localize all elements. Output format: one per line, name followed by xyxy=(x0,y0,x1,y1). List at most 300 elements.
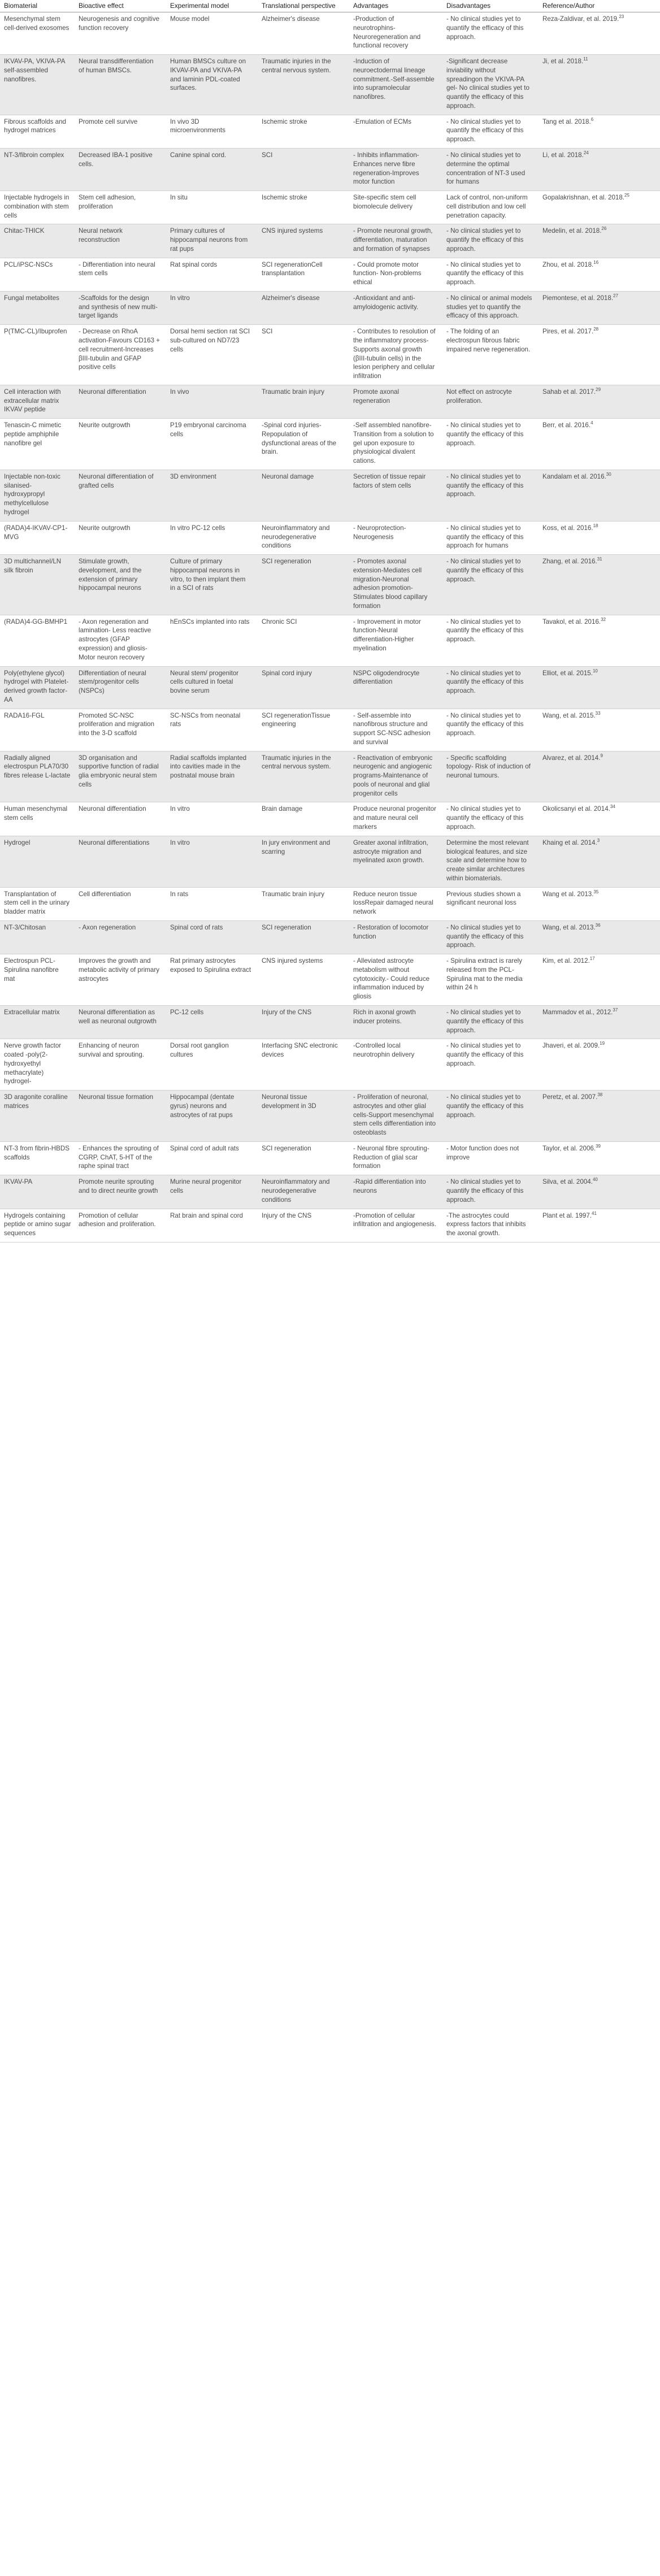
cell-advantages: -Rapid differentiation into neurons xyxy=(349,1175,442,1209)
cell-reference xyxy=(539,954,660,1006)
cell-advantages: Reduce neuron tissue lossRepair damaged neural network xyxy=(349,887,442,920)
header-bioactive-effect: Bioactive effect xyxy=(75,0,166,12)
cell-disadvantages: - Specific scaffolding topology- Risk of induction of neuronal tumours. xyxy=(442,751,539,802)
reference-text: Wang et al. 2013. xyxy=(542,890,594,898)
cell-disadvantages: - No clinical studies yet to quantify the efficacy of this approach. xyxy=(442,470,539,521)
cell-advantages: -Induction of neuroectodermal lineage commitment.-Self-assemble into supramolecular nanofibres. xyxy=(349,55,442,115)
reference-number[interactable]: 4 xyxy=(590,420,593,426)
cell-reference xyxy=(539,615,660,666)
cell-advantages: -Controlled local neurotrophin delivery xyxy=(349,1039,442,1091)
cell-disadvantages: - No clinical studies yet to quantify the efficacy of this approach. xyxy=(442,555,539,615)
cell-biomaterial: Radially aligned electrospun PLA70/30 fibres release L-lactate xyxy=(0,751,75,802)
cell-bioactive-effect: - Axon regeneration and lamination- Less reactive astrocytes (GFAP expression) and gliosis- Motor neuron recovery xyxy=(75,615,166,666)
cell-biomaterial: Cell interaction with extracellular matrix IKVAV peptide xyxy=(0,385,75,418)
cell-biomaterial: Mesenchymal stem cell-derived exosomes xyxy=(0,12,75,55)
cell-reference xyxy=(539,666,660,709)
reference-number[interactable]: 6 xyxy=(590,116,594,122)
cell-biomaterial: Human mesenchymal stem cells xyxy=(0,802,75,836)
cell-experimental-model: Primary cultures of hippocampal neurons from rat pups xyxy=(166,224,258,258)
cell-reference xyxy=(539,291,660,324)
cell-disadvantages: - No clinical studies yet to quantify the efficacy of this approach. xyxy=(442,1039,539,1091)
cell-bioactive-effect: - Decrease on RhoA activation-Favours CD163 + cell recruitment-Increases βIII-tubulin and GFAP positive cells xyxy=(75,325,166,385)
cell-experimental-model: Human BMSCs culture on IKVAV-PA and VKIVA-PA and laminin PDL-coated surfaces. xyxy=(166,55,258,115)
cell-experimental-model: Mouse model xyxy=(166,12,258,55)
cell-translational-perspective: Spinal cord injury xyxy=(258,666,349,709)
cell-biomaterial: Extracellular matrix xyxy=(0,1006,75,1039)
cell-experimental-model: Hippocampal (dentate gyrus) neurons and astrocytes of rat pups xyxy=(166,1091,258,1142)
reference-number[interactable]: 37 xyxy=(613,1007,618,1013)
cell-bioactive-effect: Neuronal differentiation xyxy=(75,802,166,836)
reference-text: Zhou, et al. 2018. xyxy=(542,260,594,268)
biomaterials-table xyxy=(0,0,660,1243)
reference-text: Piemontese, et al. 2018. xyxy=(542,294,614,302)
table-row xyxy=(0,148,660,190)
cell-biomaterial: Hydrogel xyxy=(0,836,75,887)
header-translational-perspective: Translational perspective xyxy=(258,0,349,12)
table-row xyxy=(0,555,660,615)
cell-experimental-model: Radial scaffolds implanted into cavities made in the postnatal mouse brain xyxy=(166,751,258,802)
table-row xyxy=(0,258,660,291)
cell-disadvantages: - The folding of an electrospun fibrous fabric impaired nerve regeneration. xyxy=(442,325,539,385)
cell-advantages: Promote axonal regeneration xyxy=(349,385,442,418)
reference-number[interactable]: 34 xyxy=(610,804,615,810)
reference-number[interactable]: 27 xyxy=(613,293,618,299)
cell-disadvantages: Not effect on astrocyte proliferation. xyxy=(442,385,539,418)
cell-disadvantages: - No clinical studies yet to quantify the efficacy of this approach. xyxy=(442,224,539,258)
cell-translational-perspective: Injury of the CNS xyxy=(258,1006,349,1039)
table-row xyxy=(0,55,660,115)
table-row xyxy=(0,224,660,258)
cell-experimental-model: Neural stem/ progenitor cells cultured in foetal bovine serum xyxy=(166,666,258,709)
table-row xyxy=(0,709,660,751)
cell-disadvantages: Lack of control, non-uniform cell distribution and low cell penetration capacity. xyxy=(442,191,539,224)
cell-translational-perspective: Brain damage xyxy=(258,802,349,836)
reference-text: Wang, et al. 2013. xyxy=(542,923,596,931)
cell-disadvantages: - No clinical studies yet to quantify the efficacy of this approach. xyxy=(442,1091,539,1142)
reference-number[interactable]: 19 xyxy=(600,1041,605,1046)
header-disadvantages: Disadvantages xyxy=(442,0,539,12)
cell-reference xyxy=(539,1091,660,1142)
cell-translational-perspective: CNS injured systems xyxy=(258,954,349,1006)
cell-disadvantages: - No clinical studies yet to quantify the efficacy of this approach. xyxy=(442,115,539,148)
cell-advantages: - Promotes axonal extension-Mediates cell migration-Neuronal adhesion promotion-Stimulates blood capillary formation xyxy=(349,555,442,615)
cell-experimental-model: SC-NSCs from neonatal rats xyxy=(166,709,258,751)
table-row xyxy=(0,836,660,887)
cell-advantages: Site-specific stem cell biomolecule delivery xyxy=(349,191,442,224)
cell-bioactive-effect: - Differentiation into neural stem cells xyxy=(75,258,166,291)
cell-disadvantages: - No clinical studies yet to quantify the efficacy of this approach. xyxy=(442,1175,539,1209)
cell-biomaterial: Tenascin-C mimetic peptide amphiphile nanofibre gel xyxy=(0,419,75,470)
cell-bioactive-effect: Enhancing of neuron survival and sprouting. xyxy=(75,1039,166,1091)
reference-text: Koss, et al. 2016. xyxy=(542,524,593,532)
reference-number[interactable]: 35 xyxy=(593,889,599,894)
reference-text: Alvarez, et al. 2014. xyxy=(542,754,601,762)
cell-disadvantages: -The astrocytes could express factors that inhibits the axonal growth. xyxy=(442,1209,539,1242)
reference-number[interactable]: 23 xyxy=(619,14,624,20)
reference-number[interactable]: 39 xyxy=(596,1144,601,1149)
cell-biomaterial: IKVAV-PA xyxy=(0,1175,75,1209)
cell-bioactive-effect: 3D organisation and supportive function of radial glia embryonic neural stem cells xyxy=(75,751,166,802)
table-row xyxy=(0,115,660,148)
cell-disadvantages: - No clinical studies yet to quantify the efficacy of this approach for humans xyxy=(442,521,539,554)
table-row xyxy=(0,1006,660,1039)
document-page xyxy=(0,0,660,1243)
reference-number[interactable]: 28 xyxy=(593,327,599,332)
cell-advantages: - Neuronal fibre sprouting-Reduction of glial scar formation xyxy=(349,1141,442,1175)
cell-experimental-model: Canine spinal cord. xyxy=(166,148,258,190)
cell-translational-perspective: SCI regenerationCell transplantation xyxy=(258,258,349,291)
cell-reference xyxy=(539,470,660,521)
cell-experimental-model: Murine neural progenitor cells xyxy=(166,1175,258,1209)
cell-experimental-model: In vitro xyxy=(166,291,258,324)
header-reference: Reference/Author xyxy=(539,0,660,12)
cell-disadvantages: - No clinical studies yet to quantify the efficacy of this approach. xyxy=(442,709,539,751)
cell-disadvantages: - No clinical studies yet to quantify the efficacy of this approach. xyxy=(442,615,539,666)
header-biomaterial: Biomaterial xyxy=(0,0,75,12)
cell-advantages: - Neuroprotection-Neurogenesis xyxy=(349,521,442,554)
cell-biomaterial: Electrospun PCL-Spirulina nanofibre mat xyxy=(0,954,75,1006)
cell-bioactive-effect: - Enhances the sprouting of CGRP, ChAT, 5-HT of the raphe spinal tract xyxy=(75,1141,166,1175)
cell-translational-perspective: SCI regenerationTissue engineering xyxy=(258,709,349,751)
cell-experimental-model: Rat primary astrocytes exposed to Spirulina extract xyxy=(166,954,258,1006)
cell-translational-perspective: Traumatic brain injury xyxy=(258,385,349,418)
cell-reference xyxy=(539,148,660,190)
cell-reference xyxy=(539,385,660,418)
cell-advantages: - Promote neuronal growth, differentiation, maturation and formation of synapses xyxy=(349,224,442,258)
cell-reference xyxy=(539,751,660,802)
cell-translational-perspective: Alzheimer's disease xyxy=(258,291,349,324)
cell-disadvantages: - No clinical studies yet to quantify the efficacy of this approach. xyxy=(442,258,539,291)
table-row xyxy=(0,1175,660,1209)
cell-translational-perspective: Injury of the CNS xyxy=(258,1209,349,1242)
cell-translational-perspective: -Spinal cord injuries-Repopulation of dysfunctional areas of the brain. xyxy=(258,419,349,470)
cell-biomaterial: Nerve growth factor coated -poly(2-hydroxyethyl methacrylate) hydrogel- xyxy=(0,1039,75,1091)
reference-text: Tang et al. 2018. xyxy=(542,118,591,125)
reference-number[interactable]: 24 xyxy=(583,150,589,156)
reference-text: Medelin, et al. 2018. xyxy=(542,227,602,235)
cell-biomaterial: Transplantation of stem cell in the urinary bladder matrix xyxy=(0,887,75,920)
cell-disadvantages: - No clinical studies yet to determine the optimal concentration of NT-3 used for humans xyxy=(442,148,539,190)
header-experimental-model: Experimental model xyxy=(166,0,258,12)
cell-reference xyxy=(539,224,660,258)
cell-biomaterial: Injectable non-toxic silanised-hydroxypropyl methylcellulose hydrogel xyxy=(0,470,75,521)
cell-translational-perspective: Chronic SCI xyxy=(258,615,349,666)
table-row xyxy=(0,802,660,836)
cell-disadvantages: - Spirulina extract is rarely released from the PCL-Spirulina mat to the media within 24 h xyxy=(442,954,539,1006)
cell-advantages: Rich in axonal growth inducer proteins. xyxy=(349,1006,442,1039)
cell-advantages: Greater axonal infiltration, astrocyte migration and myelinated axon growth. xyxy=(349,836,442,887)
reference-text: Ji, et al. 2018. xyxy=(542,58,584,66)
table-row xyxy=(0,521,660,554)
reference-number[interactable]: 31 xyxy=(597,557,602,562)
cell-bioactive-effect: Neuronal tissue formation xyxy=(75,1091,166,1142)
cell-experimental-model: Spinal cord of rats xyxy=(166,920,258,954)
reference-number[interactable]: 16 xyxy=(593,259,599,265)
reference-text: Okolicsanyi et al. 2014. xyxy=(542,805,610,813)
reference-text: Silva, et al. 2004. xyxy=(542,1178,593,1186)
cell-bioactive-effect: Promote neurite sprouting and to direct neurite growth xyxy=(75,1175,166,1209)
cell-disadvantages: - No clinical or animal models studies yet to quantify the efficacy of this approach. xyxy=(442,291,539,324)
cell-advantages: - Self-assemble into nanofibrous structure and support SC-NSC adhesion and survival xyxy=(349,709,442,751)
cell-experimental-model: Spinal cord of adult rats xyxy=(166,1141,258,1175)
cell-disadvantages: - No clinical studies yet to quantify the efficacy of this approach. xyxy=(442,1006,539,1039)
cell-translational-perspective: Alzheimer's disease xyxy=(258,12,349,55)
cell-reference xyxy=(539,709,660,751)
cell-advantages: NSPC oligodendrocyte differentiation xyxy=(349,666,442,709)
reference-text: Kim, et al. 2012. xyxy=(542,957,590,965)
reference-number[interactable]: 29 xyxy=(596,386,601,392)
reference-text: Reza-Zaldivar, et al. 2019. xyxy=(542,15,619,23)
reference-number[interactable]: 41 xyxy=(592,1210,597,1216)
cell-biomaterial: Injectable hydrogels in combination with stem cells xyxy=(0,191,75,224)
cell-biomaterial: IKVAV-PA, VKIVA-PA self-assembled nanofibres. xyxy=(0,55,75,115)
table-row xyxy=(0,1141,660,1175)
cell-advantages: - Restoration of locomotor function xyxy=(349,920,442,954)
cell-reference xyxy=(539,55,660,115)
cell-reference xyxy=(539,521,660,554)
cell-translational-perspective: Ischemic stroke xyxy=(258,115,349,148)
cell-translational-perspective: SCI regeneration xyxy=(258,920,349,954)
cell-translational-perspective: In jury environment and scarring xyxy=(258,836,349,887)
reference-number[interactable]: 17 xyxy=(589,956,595,962)
cell-biomaterial: 3D multichannel/LN silk fibroin xyxy=(0,555,75,615)
reference-number[interactable]: 40 xyxy=(592,1177,598,1183)
reference-text: Gopalakrishnan, et al. 2018. xyxy=(542,194,625,202)
cell-bioactive-effect: Promoted SC-NSC proliferation and migration into the 3-D scaffold xyxy=(75,709,166,751)
reference-number[interactable]: 26 xyxy=(601,226,607,232)
table-row xyxy=(0,12,660,55)
cell-advantages: - Reactivation of embryonic neurogenic and angiogenic programs-Maintenance of pools of neuronal and glial progenitor cells xyxy=(349,751,442,802)
cell-experimental-model: Dorsal root ganglion cultures xyxy=(166,1039,258,1091)
cell-translational-perspective: Interfacing SNC electronic devices xyxy=(258,1039,349,1091)
reference-number[interactable]: 36 xyxy=(595,923,601,928)
cell-disadvantages: - Motor function does not improve xyxy=(442,1141,539,1175)
cell-reference xyxy=(539,115,660,148)
table-row xyxy=(0,419,660,470)
cell-experimental-model: Rat spinal cords xyxy=(166,258,258,291)
cell-disadvantages: - No clinical studies yet to quantify the efficacy of this approach. xyxy=(442,666,539,709)
reference-number[interactable]: 32 xyxy=(601,616,606,622)
cell-reference xyxy=(539,887,660,920)
cell-biomaterial: Fibrous scaffolds and hydrogel matrices xyxy=(0,115,75,148)
cell-bioactive-effect: Neurite outgrowth xyxy=(75,521,166,554)
cell-advantages: - Proliferation of neuronal, astrocytes and other glial cells-Support mesenchymal stem cells differentiation into osteoblasts xyxy=(349,1091,442,1142)
reference-text: Pires, et al. 2017. xyxy=(542,328,594,336)
cell-disadvantages: Previous studies shown a significant neuronal loss xyxy=(442,887,539,920)
table-row xyxy=(0,1091,660,1142)
cell-biomaterial: 3D aragonite coralline matrices xyxy=(0,1091,75,1142)
table-row xyxy=(0,470,660,521)
reference-text: Berr, et al. 2016. xyxy=(542,422,591,429)
cell-translational-perspective: Traumatic brain injury xyxy=(258,887,349,920)
reference-text: Plant et al. 1997. xyxy=(542,1211,592,1219)
reference-text: Zhang, et al. 2016. xyxy=(542,558,597,566)
cell-bioactive-effect: Neural transdifferentiation of human BMSCs. xyxy=(75,55,166,115)
cell-bioactive-effect: Stem cell adhesion, proliferation xyxy=(75,191,166,224)
reference-number[interactable]: 33 xyxy=(595,710,601,716)
cell-reference xyxy=(539,1039,660,1091)
cell-bioactive-effect: Neurite outgrowth xyxy=(75,419,166,470)
cell-experimental-model: Rat brain and spinal cord xyxy=(166,1209,258,1242)
cell-advantages: -Antioxidant and anti-amyloidogenic activity. xyxy=(349,291,442,324)
cell-reference xyxy=(539,419,660,470)
cell-experimental-model: hEnSCs implanted into rats xyxy=(166,615,258,666)
cell-reference xyxy=(539,1175,660,1209)
table-row xyxy=(0,751,660,802)
cell-reference xyxy=(539,12,660,55)
cell-advantages: - Inhibits inflammation-Enhances nerve fibre regeneration-Improves motor function xyxy=(349,148,442,190)
cell-translational-perspective: SCI regeneration xyxy=(258,1141,349,1175)
table-row xyxy=(0,291,660,324)
reference-text: Sahab et al. 2017. xyxy=(542,388,596,396)
cell-experimental-model: In vitro xyxy=(166,802,258,836)
cell-biomaterial: Hydrogels containing peptide or amino sugar sequences xyxy=(0,1209,75,1242)
cell-reference xyxy=(539,1209,660,1242)
cell-reference xyxy=(539,920,660,954)
cell-biomaterial: Chitac-THICK xyxy=(0,224,75,258)
cell-translational-perspective: Neuroinflammatory and neurodegenerative conditions xyxy=(258,521,349,554)
cell-experimental-model: In vitro xyxy=(166,836,258,887)
cell-disadvantages: -Significant decrease inviability without spreadingon the VKIVA-PA gel- No clinical studies yet to quantify the efficacy of this approach. xyxy=(442,55,539,115)
reference-text: Taylor, et al. 2006. xyxy=(542,1144,596,1152)
table-body xyxy=(0,12,660,1243)
cell-advantages: - Contributes to resolution of the inflammatory process- Supports axonal growth (βIII-tubulin cells) in the lesion periphery and cellular infiltration xyxy=(349,325,442,385)
cell-bioactive-effect: Neural network reconstruction xyxy=(75,224,166,258)
cell-disadvantages: Determine the most relevant biological features, and size scale and determine how to create similar architectures within biomaterials. xyxy=(442,836,539,887)
cell-reference xyxy=(539,325,660,385)
cell-disadvantages: - No clinical studies yet to quantify the efficacy of this approach. xyxy=(442,12,539,55)
reference-number[interactable]: 10 xyxy=(592,668,598,674)
cell-bioactive-effect: Neurogenesis and cognitive function recovery xyxy=(75,12,166,55)
cell-advantages: -Emulation of ECMs xyxy=(349,115,442,148)
cell-biomaterial: NT-3 from fibrin-HBDS scaffolds xyxy=(0,1141,75,1175)
table-row xyxy=(0,887,660,920)
cell-reference xyxy=(539,802,660,836)
cell-bioactive-effect: Neuronal differentiations xyxy=(75,836,166,887)
table-header xyxy=(0,0,660,12)
reference-text: Elliot, et al. 2015. xyxy=(542,669,593,677)
cell-advantages: Secretion of tissue repair factors of stem cells xyxy=(349,470,442,521)
table-row xyxy=(0,920,660,954)
cell-bioactive-effect: Differentiation of neural stem/progenitor cells (NSPCs) xyxy=(75,666,166,709)
cell-translational-perspective: SCI xyxy=(258,148,349,190)
cell-disadvantages: - No clinical studies yet to quantify the efficacy of this approach. xyxy=(442,419,539,470)
cell-translational-perspective: CNS injured systems xyxy=(258,224,349,258)
reference-text: Peretz, et al. 2007. xyxy=(542,1093,598,1101)
table-row xyxy=(0,1039,660,1091)
reference-number[interactable]: 38 xyxy=(597,1092,603,1098)
cell-reference xyxy=(539,555,660,615)
reference-text: Khaing et al. 2014. xyxy=(542,839,597,846)
reference-number[interactable]: 3 xyxy=(597,837,600,843)
cell-experimental-model: 3D environment xyxy=(166,470,258,521)
table-row xyxy=(0,1209,660,1242)
table-row xyxy=(0,191,660,224)
cell-bioactive-effect: Cell differentiation xyxy=(75,887,166,920)
cell-translational-perspective: Neuroinflammatory and neurodegenerative conditions xyxy=(258,1175,349,1209)
cell-advantages: - Improvement in motor function-Neural differentiation-Higher myelination xyxy=(349,615,442,666)
cell-reference xyxy=(539,1141,660,1175)
cell-translational-perspective: Ischemic stroke xyxy=(258,191,349,224)
cell-disadvantages: - No clinical studies yet to quantify the efficacy of this approach. xyxy=(442,802,539,836)
cell-bioactive-effect: Promote cell survive xyxy=(75,115,166,148)
cell-bioactive-effect: Decreased IBA-1 positive cells. xyxy=(75,148,166,190)
cell-experimental-model: In vivo 3D microenvironments xyxy=(166,115,258,148)
cell-translational-perspective: Traumatic injuries in the central nervous system. xyxy=(258,751,349,802)
cell-advantages: - Alleviated astrocyte metabolism without cytotoxicity.- Could reduce inflammation induced by gliosis xyxy=(349,954,442,1006)
cell-biomaterial: PCL/iPSC-NSCs xyxy=(0,258,75,291)
table-row xyxy=(0,325,660,385)
cell-experimental-model: Culture of primary hippocampal neurons in vitro, to then implant them in a SCI of rats xyxy=(166,555,258,615)
cell-bioactive-effect: Stimulate growth, development, and the extension of primary hippocampal neurons xyxy=(75,555,166,615)
cell-biomaterial: (RADA)4-GG-BMHP1 xyxy=(0,615,75,666)
cell-bioactive-effect: Neuronal differentiation xyxy=(75,385,166,418)
cell-translational-perspective: Neuronal tissue development in 3D xyxy=(258,1091,349,1142)
reference-number[interactable]: 11 xyxy=(583,57,588,62)
reference-text: Wang, et al. 2015. xyxy=(542,711,596,719)
cell-advantages: -Self assembled nanofibre-Transition from a solution to gel upon exposure to physiological divalent cations. xyxy=(349,419,442,470)
cell-advantages: -Promotion of cellular infiltration and angiogenesis. xyxy=(349,1209,442,1242)
cell-translational-perspective: SCI regeneration xyxy=(258,555,349,615)
cell-reference xyxy=(539,191,660,224)
table-row xyxy=(0,954,660,1006)
cell-experimental-model: In situ xyxy=(166,191,258,224)
cell-experimental-model: PC-12 cells xyxy=(166,1006,258,1039)
cell-bioactive-effect: Neuronal differentiation of grafted cells xyxy=(75,470,166,521)
cell-reference xyxy=(539,1006,660,1039)
table-row xyxy=(0,666,660,709)
cell-biomaterial: Fungal metabolites xyxy=(0,291,75,324)
cell-biomaterial: RADA16-FGL xyxy=(0,709,75,751)
cell-translational-perspective: Traumatic injuries in the central nervous system. xyxy=(258,55,349,115)
cell-biomaterial: P(TMC-CL)/Ibuprofen xyxy=(0,325,75,385)
table-row xyxy=(0,385,660,418)
cell-experimental-model: Dorsal hemi section rat SCI sub-cultured on ND7/23 cells xyxy=(166,325,258,385)
cell-biomaterial: Poly(ethylene glycol) hydrogel with Platelet-derived growth factor-AA xyxy=(0,666,75,709)
reference-text: Li, et al. 2018. xyxy=(542,151,584,159)
reference-text: Kandalam et al. 2016. xyxy=(542,472,606,480)
cell-bioactive-effect: Improves the growth and metabolic activity of primary astrocytes xyxy=(75,954,166,1006)
reference-text: Tavakol, et al. 2016. xyxy=(542,618,601,625)
cell-experimental-model: In vivo xyxy=(166,385,258,418)
cell-experimental-model: P19 embryonal carcinoma cells xyxy=(166,419,258,470)
reference-number[interactable]: 9 xyxy=(600,753,603,758)
cell-experimental-model: In rats xyxy=(166,887,258,920)
cell-translational-perspective: Neuronal damage xyxy=(258,470,349,521)
cell-bioactive-effect: -Scaffolds for the design and synthesis of new multi-target ligands xyxy=(75,291,166,324)
cell-advantages: -Production of neurotrophins-Neuroregeneration and functional recovery xyxy=(349,12,442,55)
reference-number[interactable]: 30 xyxy=(606,472,611,477)
cell-disadvantages: - No clinical studies yet to quantify the efficacy of this approach. xyxy=(442,920,539,954)
cell-bioactive-effect: Neuronal differentiation as well as neuronal outgrowth xyxy=(75,1006,166,1039)
cell-bioactive-effect: - Axon regeneration xyxy=(75,920,166,954)
reference-number[interactable]: 18 xyxy=(593,523,598,528)
cell-advantages: - Could promote motor function- Non-problems ethical xyxy=(349,258,442,291)
reference-text: Jhaveri, et al. 2009. xyxy=(542,1042,600,1050)
cell-advantages: Produce neuronal progenitor and mature neural cell markers xyxy=(349,802,442,836)
reference-number[interactable]: 25 xyxy=(624,193,629,198)
cell-translational-perspective: SCI xyxy=(258,325,349,385)
reference-text: Mammadov et al., 2012. xyxy=(542,1009,613,1016)
cell-reference xyxy=(539,258,660,291)
header-row xyxy=(0,0,660,12)
table-row xyxy=(0,615,660,666)
cell-reference xyxy=(539,836,660,887)
cell-experimental-model: In vitro PC-12 cells xyxy=(166,521,258,554)
cell-biomaterial: NT-3/fibroin complex xyxy=(0,148,75,190)
header-advantages: Advantages xyxy=(349,0,442,12)
cell-bioactive-effect: Promotion of cellular adhesion and proliferation. xyxy=(75,1209,166,1242)
